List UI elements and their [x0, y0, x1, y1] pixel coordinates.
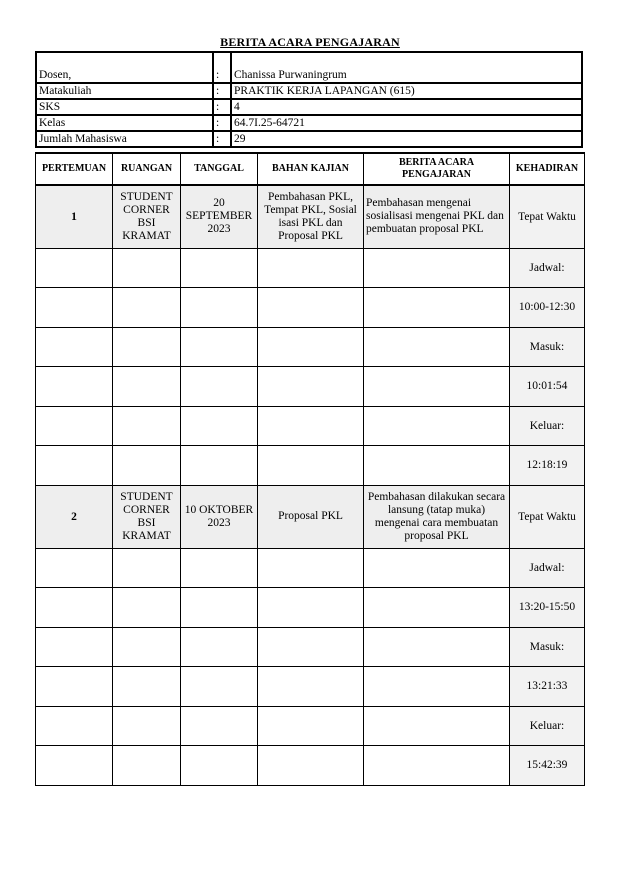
- info-separator: :: [213, 83, 231, 99]
- cell-kehadiran: Keluar:: [510, 706, 585, 746]
- cell-kehadiran: Masuk:: [510, 327, 585, 367]
- table-row: [36, 667, 585, 707]
- empty-cell: [36, 446, 113, 486]
- empty-cell: [113, 706, 181, 746]
- cell-kehadiran: 13:21:33: [510, 667, 585, 707]
- empty-cell: [258, 367, 364, 407]
- empty-cell: [364, 588, 510, 628]
- cell-ruangan: STUDENT CORNER BSI KRAMAT: [113, 185, 181, 248]
- info-row-dosen: [36, 52, 582, 83]
- info-separator: :: [213, 131, 231, 147]
- cell-kehadiran: 15:42:39: [510, 746, 585, 786]
- info-label: Kelas: [36, 115, 213, 131]
- header-tanggal: TANGGAL: [181, 153, 258, 185]
- empty-cell: [181, 248, 258, 288]
- empty-cell: [364, 446, 510, 486]
- cell-tanggal: 20 SEPTEMBER 2023: [181, 185, 258, 248]
- info-label: Jumlah Mahasiswa: [36, 131, 213, 147]
- empty-cell: [258, 627, 364, 667]
- empty-cell: [36, 288, 113, 328]
- empty-cell: [113, 327, 181, 367]
- empty-cell: [113, 367, 181, 407]
- cell-bahan-kajian: Pembahasan PKL, Tempat PKL, Sosial isasi PKL dan Proposal PKL: [258, 185, 364, 248]
- table-row: [36, 327, 585, 367]
- table-header-row: [36, 153, 585, 185]
- table-row: [36, 288, 585, 328]
- info-row-kelas: [36, 115, 582, 131]
- cell-kehadiran: Keluar:: [510, 406, 585, 446]
- info-value: 64.7I.25-64721: [231, 115, 582, 131]
- empty-cell: [364, 627, 510, 667]
- info-row-sks: [36, 99, 582, 115]
- empty-cell: [113, 746, 181, 786]
- cell-kehadiran: 10:00-12:30: [510, 288, 585, 328]
- table-row: [36, 588, 585, 628]
- empty-cell: [113, 288, 181, 328]
- empty-cell: [181, 706, 258, 746]
- empty-cell: [181, 406, 258, 446]
- empty-cell: [258, 588, 364, 628]
- empty-cell: [113, 627, 181, 667]
- info-separator: :: [213, 99, 231, 115]
- empty-cell: [364, 406, 510, 446]
- empty-cell: [364, 248, 510, 288]
- empty-cell: [181, 327, 258, 367]
- empty-cell: [181, 446, 258, 486]
- empty-cell: [113, 446, 181, 486]
- info-value: 29: [231, 131, 582, 147]
- cell-kehadiran: 13:20-15:50: [510, 588, 585, 628]
- empty-cell: [113, 548, 181, 588]
- table-row: [36, 627, 585, 667]
- info-table: [35, 51, 583, 148]
- empty-cell: [181, 548, 258, 588]
- empty-cell: [36, 667, 113, 707]
- info-row-matakuliah: [36, 83, 582, 99]
- empty-cell: [36, 327, 113, 367]
- table-row: [36, 548, 585, 588]
- empty-cell: [36, 367, 113, 407]
- empty-cell: [364, 327, 510, 367]
- cell-tanggal: 10 OKTOBER 2023: [181, 485, 258, 548]
- empty-cell: [36, 746, 113, 786]
- empty-cell: [36, 627, 113, 667]
- empty-cell: [181, 627, 258, 667]
- cell-pertemuan: 1: [36, 185, 113, 248]
- cell-kehadiran: Jadwal:: [510, 248, 585, 288]
- empty-cell: [36, 706, 113, 746]
- empty-cell: [181, 667, 258, 707]
- info-value: 4: [231, 99, 582, 115]
- info-separator: :: [213, 115, 231, 131]
- empty-cell: [181, 288, 258, 328]
- empty-cell: [113, 248, 181, 288]
- header-bahan-kajian: BAHAN KAJIAN: [258, 153, 364, 185]
- info-label: Matakuliah: [36, 83, 213, 99]
- header-kehadiran: KEHADIRAN: [510, 153, 585, 185]
- empty-cell: [181, 367, 258, 407]
- cell-kehadiran: Masuk:: [510, 627, 585, 667]
- empty-cell: [258, 248, 364, 288]
- empty-cell: [258, 406, 364, 446]
- info-label: Dosen,: [36, 52, 213, 83]
- cell-kehadiran: 10:01:54: [510, 367, 585, 407]
- empty-cell: [364, 667, 510, 707]
- empty-cell: [364, 367, 510, 407]
- table-row: [36, 485, 585, 548]
- table-row: [36, 367, 585, 407]
- header-pertemuan: PERTEMUAN: [36, 153, 113, 185]
- cell-berita-acara: Pembahasan mengenai sosialisasi mengenai PKL dan pembuatan proposal PKL: [364, 185, 510, 248]
- empty-cell: [258, 288, 364, 328]
- cell-kehadiran: 12:18:19: [510, 446, 585, 486]
- attendance-table: [35, 152, 585, 786]
- header-ruangan: RUANGAN: [113, 153, 181, 185]
- cell-kehadiran: Tepat Waktu: [510, 485, 585, 548]
- cell-bahan-kajian: Proposal PKL: [258, 485, 364, 548]
- empty-cell: [36, 588, 113, 628]
- table-row: [36, 746, 585, 786]
- empty-cell: [364, 706, 510, 746]
- empty-cell: [113, 588, 181, 628]
- empty-cell: [113, 406, 181, 446]
- table-row: [36, 446, 585, 486]
- table-row: [36, 248, 585, 288]
- info-separator: :: [213, 52, 231, 83]
- empty-cell: [36, 548, 113, 588]
- empty-cell: [36, 406, 113, 446]
- empty-cell: [364, 288, 510, 328]
- empty-cell: [36, 248, 113, 288]
- info-value: PRAKTIK KERJA LAPANGAN (615): [231, 83, 582, 99]
- cell-kehadiran: Tepat Waktu: [510, 185, 585, 248]
- cell-kehadiran: Jadwal:: [510, 548, 585, 588]
- empty-cell: [258, 327, 364, 367]
- table-row: [36, 406, 585, 446]
- empty-cell: [364, 548, 510, 588]
- cell-ruangan: STUDENT CORNER BSI KRAMAT: [113, 485, 181, 548]
- info-row-jumlah: [36, 131, 582, 147]
- empty-cell: [181, 746, 258, 786]
- header-berita-acara: BERITA ACARA PENGAJARAN: [364, 153, 510, 185]
- table-row: [36, 185, 585, 248]
- empty-cell: [181, 588, 258, 628]
- empty-cell: [364, 746, 510, 786]
- empty-cell: [258, 706, 364, 746]
- document-title: BERITA ACARA PENGAJARAN: [220, 35, 400, 49]
- empty-cell: [258, 667, 364, 707]
- info-value: Chanissa Purwaningrum: [231, 52, 582, 83]
- table-row: [36, 706, 585, 746]
- empty-cell: [258, 446, 364, 486]
- empty-cell: [258, 746, 364, 786]
- empty-cell: [258, 548, 364, 588]
- cell-berita-acara: Pembahasan dilakukan secara lansung (tatap muka) mengenai cara membuatan proposal PKL: [364, 485, 510, 548]
- info-label: SKS: [36, 99, 213, 115]
- cell-pertemuan: 2: [36, 485, 113, 548]
- empty-cell: [113, 667, 181, 707]
